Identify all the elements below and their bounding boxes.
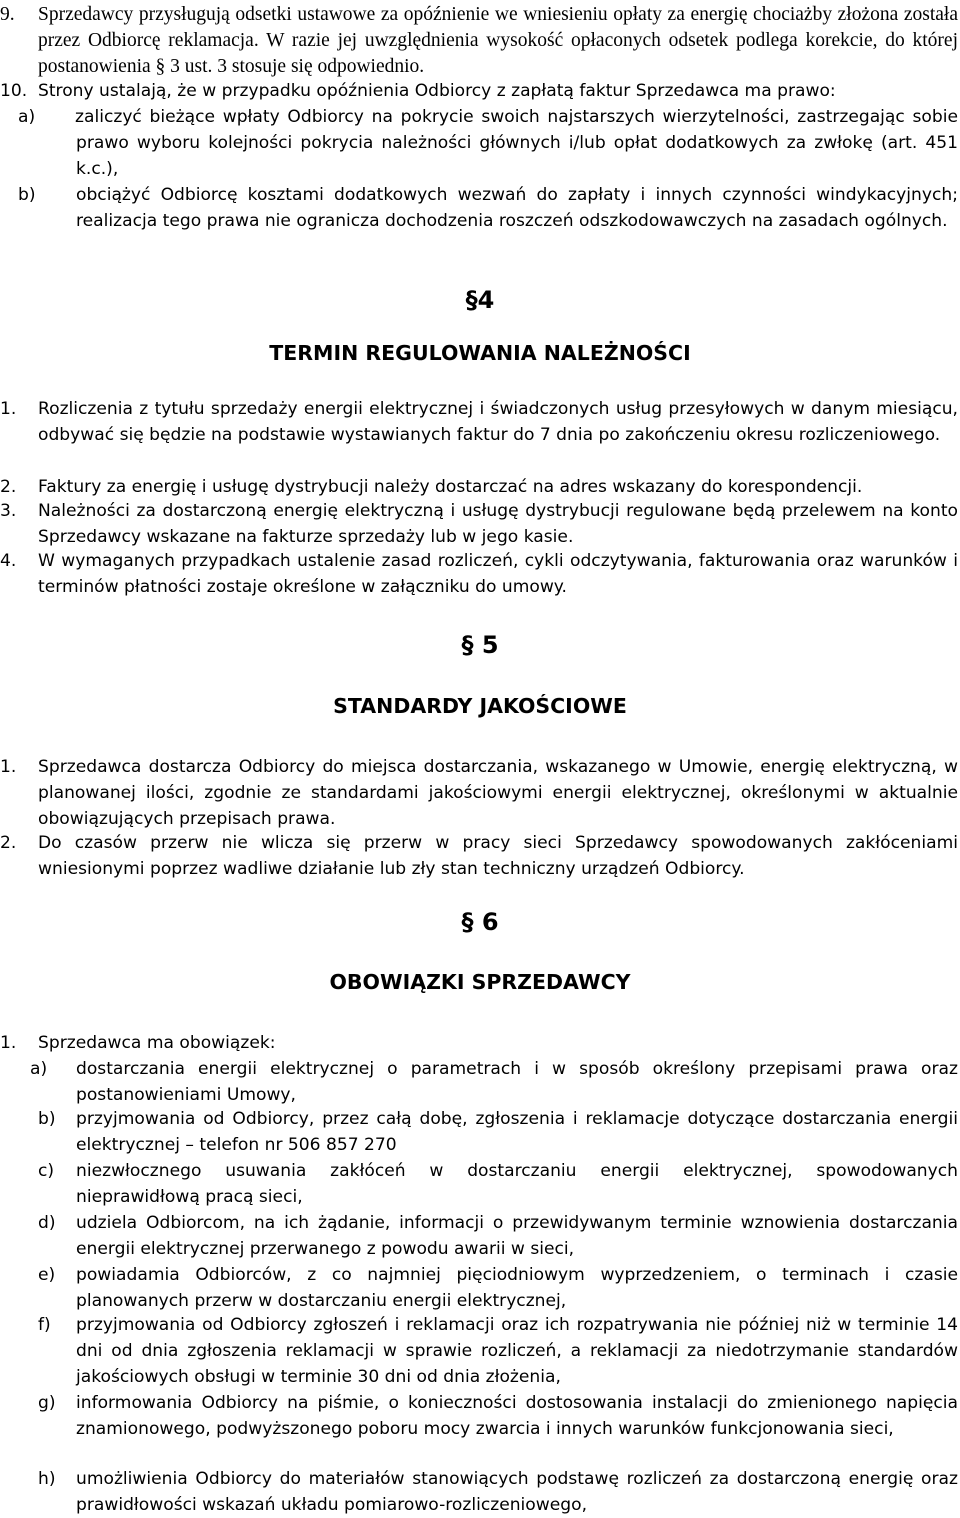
- list-label: h): [38, 1469, 56, 1489]
- point-number: 9.: [0, 4, 15, 25]
- point-text: Należności za dostarczoną energię elektryczną i usługę dystrybucji regulowane będą przelewem na konto Sprzedawcy wskazane na fakturze sprzedaży lub w jego kasie.: [38, 501, 958, 547]
- list-item-text: zaliczyć bieżące wpłaty Odbiorcy na pokrycie swoich najstarszych wierzytelności, zastrzegając sobie prawo wyboru kolejności pokrycia należności głównych i/lub opłat dodatkowych za zwłokę (art. 451 k.c.),: [75, 107, 958, 179]
- point-number: 4.: [0, 551, 17, 571]
- section-title: STANDARDY JAKOŚCIOWE: [333, 694, 627, 718]
- section-number: § 6: [461, 908, 499, 936]
- list-label: g): [38, 1393, 56, 1413]
- section-title: TERMIN REGULOWANIA NALEŻNOŚCI: [269, 341, 691, 365]
- point-number: 1.: [0, 399, 17, 419]
- list-label: f): [38, 1315, 51, 1335]
- list-item-text: obciążyć Odbiorcę kosztami dodatkowych wezwań do zapłaty i innych czynności windykacyjnych; realizacja tego prawa nie ogranicza dochodzenia roszczeń odszkodowawczych na zasadach ogólnych.: [76, 185, 958, 231]
- section-title: OBOWIĄZKI SPRZEDAWCY: [329, 970, 631, 994]
- list-item-text: przyjmowania od Odbiorcy zgłoszeń i reklamacji oraz ich rozpatrywania nie później niż w terminie 14 dni od dnia zgłoszenia reklamacji w sprawie rozliczeń, a reklamacji za niedotrzymanie standardów jakościowych obsługi w terminie 30 dni od dnia złożenia,: [76, 1315, 958, 1387]
- list-label: c): [38, 1161, 55, 1181]
- list-item-text: przyjmowania od Odbiorcy, przez całą dobę, zgłoszenia i reklamacje dotyczące dostarczania energii elektrycznej – telefon nr 506 857 270: [76, 1109, 958, 1155]
- point-number: 2.: [0, 477, 17, 497]
- list-item-text: dostarczania energii elektrycznej o parametrach i w sposób określony przepisami prawa oraz postanowieniami Umowy,: [76, 1059, 958, 1105]
- point-number: 1.: [0, 757, 17, 777]
- point-text: Rozliczenia z tytułu sprzedaży energii elektrycznej i świadczonych usług przesyłowych w danym miesiącu, odbywać się będzie na podstawie wystawianych faktur do 7 dnia po zakończeniu okresu rozliczeniowego.: [38, 399, 958, 445]
- list-label: a): [30, 1059, 48, 1079]
- list-item-text: informowania Odbiorcy na piśmie, o konieczności dostosowania instalacji do zmienionego napięcia znamionowego, podwyższonego poboru mocy zwarcia i innych warunków funkcjonowania sieci,: [76, 1393, 958, 1439]
- list-item-text: udziela Odbiorcom, na ich żądanie, informacji o przewidywanym terminie wznowienia dostarczania energii elektrycznej przerwanego z powodu awarii w sieci,: [76, 1213, 958, 1259]
- point-text: W wymaganych przypadkach ustalenie zasad rozliczeń, cykli odczytywania, fakturowania oraz warunków i terminów płatności zostaje określone w załączniku do umowy.: [38, 551, 958, 597]
- point-text: Faktury za energię i usługę dystrybucji należy dostarczać na adres wskazany do korespondencji.: [38, 477, 863, 497]
- list-label: d): [38, 1213, 56, 1233]
- point-text: Sprzedawca dostarcza Odbiorcy do miejsca dostarczania, wskazanego w Umowie, energię elektryczną, w planowanej ilości, zgodnie ze standardami jakościowymi energii elektrycznej, określonymi w aktualnie obowiązujących przepisach prawa.: [38, 757, 958, 829]
- point-number: 3.: [0, 501, 17, 521]
- point-number: 10.: [0, 81, 28, 101]
- list-label: b): [38, 1109, 56, 1129]
- list-item-text: powiadamia Odbiorców, z co najmniej pięciodniowym wyprzedzeniem, o terminach i czasie planowanych przerw w dostarczaniu energii elektrycznej,: [76, 1265, 958, 1311]
- list-label: b): [18, 185, 36, 205]
- list-label: e): [38, 1265, 56, 1285]
- point-text: Strony ustalają, że w przypadku opóźnienia Odbiorcy z zapłatą faktur Sprzedawca ma prawo:: [38, 81, 836, 101]
- list-label: a): [18, 107, 36, 127]
- point-text: Sprzedawcy przysługują odsetki ustawowe za opóźnienie we wniesieniu opłaty za energię chociażby złożona została przez Odbiorcę reklamacja. W razie jej uwzględnienia wysokość opłaconych odsetek podlega korekcie, do której postanowienia § 3 ust. 3 stosuje się odpowiednio.: [38, 4, 958, 77]
- list-item-text: umożliwienia Odbiorcy do materiałów stanowiących podstawę rozliczeń za dostarczoną energię oraz prawidłowości wskazań układu pomiarowo-rozliczeniowego,: [76, 1469, 958, 1515]
- point-text: Do czasów przerw nie wlicza się przerw w pracy sieci Sprzedawcy spowodowanych zakłóceniami wniesionymi poprzez wadliwe działanie lub zły stan techniczny urządzeń Odbiorcy.: [38, 833, 958, 879]
- list-item-text: niezwłocznego usuwania zakłóceń w dostarczaniu energii elektrycznej, spowodowanych nieprawidłową pracą sieci,: [76, 1161, 958, 1207]
- point-text: Sprzedawca ma obowiązek:: [38, 1033, 276, 1053]
- point-number: 1.: [0, 1033, 17, 1053]
- section-number: § 5: [461, 631, 499, 659]
- point-number: 2.: [0, 833, 17, 853]
- section-number: §4: [465, 286, 495, 314]
